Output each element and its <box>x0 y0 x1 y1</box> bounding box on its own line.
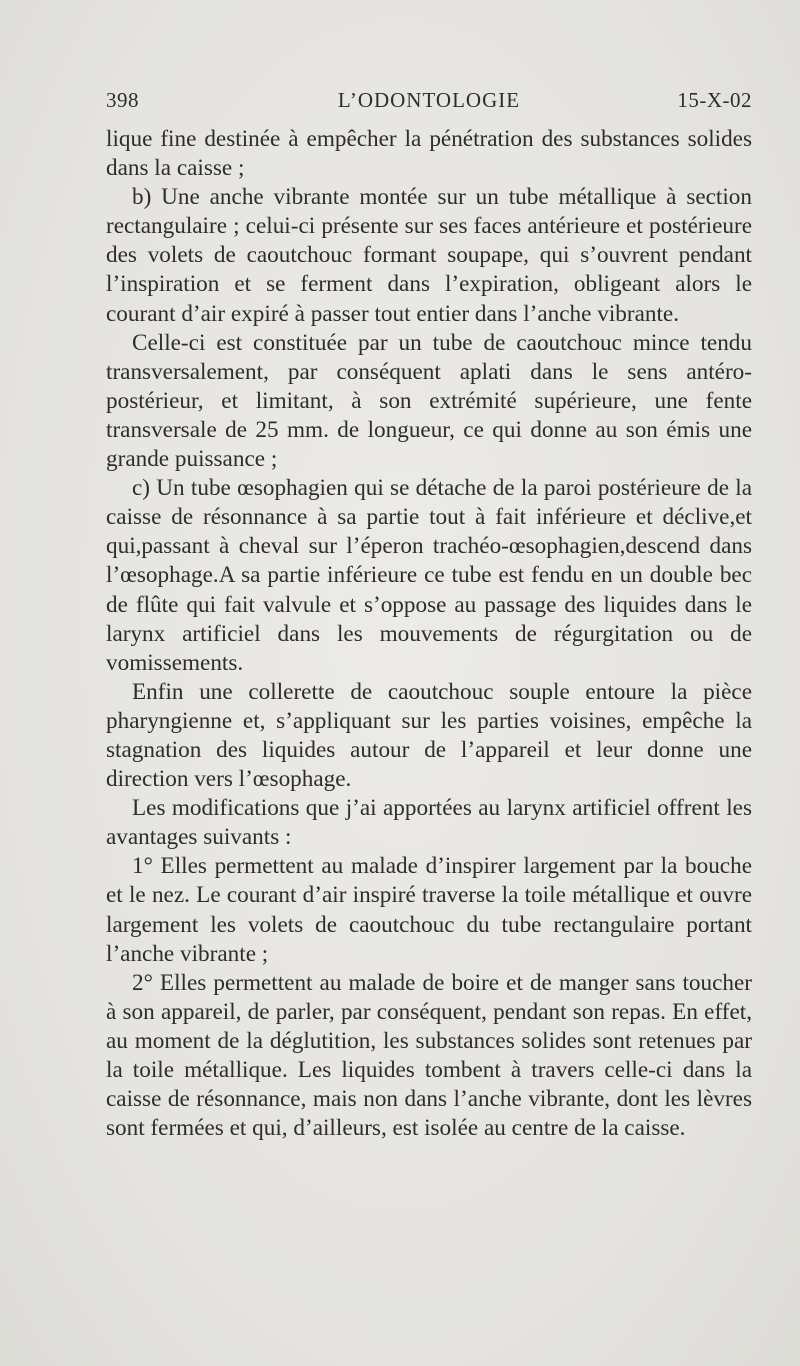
paragraph-continuation: lique fine destinée à empêcher la pénétration des substances solides dans la caisse ; <box>106 126 752 182</box>
body-text <box>106 125 752 1143</box>
page-number: 398 <box>106 88 139 112</box>
paragraph-anche-description: Celle-ci est constituée par un tube de caoutchouc mince tendu transversalement, par conséquent aplati dans le sens antéro-postérieur, et limitant, à son extrémité supérieure, une fente transversale de 25 mm. de longueur, ce qui donne au son émis une grande puissance ; <box>106 329 752 473</box>
journal-title: L’ODONTOLOGIE <box>337 88 521 112</box>
issue-date: 15-X-02 <box>677 88 752 112</box>
paragraph-item-c: c) Un tube œsophagien qui se détache de la paroi postérieure de la caisse de résonnance à sa partie tout à fait inférieure et déclive,et qui,passant à cheval sur l’éperon trachéo-œsophagien,descend dans l’œsophage.A sa partie inférieure ce tube est fendu en un double bec de flûte qui fait valvule et s’oppose au passage des liquides dans le larynx artificiel dans les mouvements de régurgitation ou de vomissements. <box>106 475 752 676</box>
paragraph-modifications: Les modifications que j’ai apportées au larynx artificiel offrent les avantages suivants : <box>106 795 752 851</box>
paragraph-item-b: b) Une anche vibrante montée sur un tube métallique à section rectangulaire ; celui-ci présente sur ses faces antérieure et postérieure des volets de caoutchouc formant soupape, qui s’ouvrent pendant l’inspiration et se ferment dans l’expiration, obligeant alors le courant d’air expiré à passer tout entier dans l’anche vibrante. <box>106 184 752 327</box>
paragraph-advantage-2: 2° Elles permettent au malade de boire et de manger sans toucher à son appareil, de parler, par conséquent, pendant son repas. En effet, au moment de la déglutition, les substances solides sont retenues par la toile métallique. Les liquides tombent à travers celle-ci dans la caisse de résonnance, mais non dans l’anche vibrante, dont les lèvres sont fermées et qui, d’ailleurs, est isolée au centre de la caisse. <box>106 969 752 1142</box>
paragraph-collerette: Enfin une collerette de caoutchouc souple entoure la pièce pharyngienne et, s’appliquant sur les parties voisines, empêche la stagnation des liquides autour de l’appareil et leur donne une direction vers l’œsophage. <box>106 678 752 793</box>
running-head <box>106 88 752 124</box>
paragraph-advantage-1: 1° Elles permettent au malade d’inspirer largement par la bouche et le nez. Le courant d’air inspiré traverse la toile métallique et ouvre largement les volets de caoutchouc du tube rectangulaire portant l’anche vibrante ; <box>106 853 752 967</box>
